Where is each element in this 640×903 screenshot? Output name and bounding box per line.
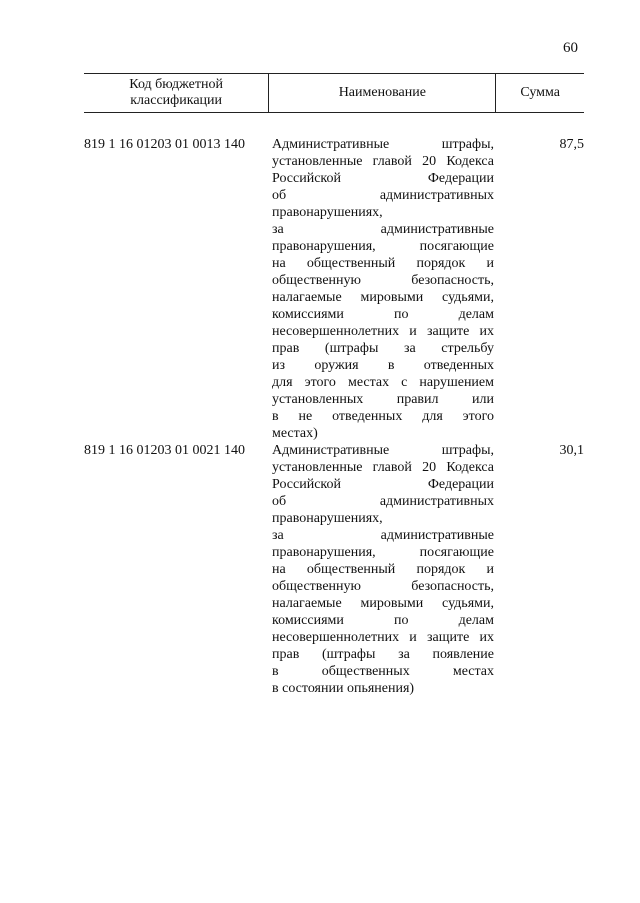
item-name-line: комиссиями по делам [272, 613, 494, 628]
item-sum: 87,5 [559, 137, 584, 152]
item-name-line: об административных [272, 494, 494, 509]
item-name-line: Российской Федерации [272, 477, 494, 492]
item-name-line: на общественный порядок и [272, 256, 494, 271]
item-name-line: об административных [272, 188, 494, 203]
item-name-line: налагаемые мировыми судьями, [272, 596, 494, 611]
item-name-line: общественную безопасность, [272, 579, 494, 594]
item-name-line: правонарушения, посягающие [272, 239, 494, 254]
item-name-line: на общественный порядок и [272, 562, 494, 577]
item-name-line: для этого местах с нарушением [272, 375, 494, 390]
header-name-column: Наименование [269, 74, 496, 112]
item-name-line: в общественных местах [272, 664, 494, 679]
item-name-line: установленные главой 20 Кодекса [272, 154, 494, 169]
item-name-line: в не отведенных для этого [272, 409, 494, 424]
item-name-line: местах) [272, 426, 318, 441]
item-name-line: за административные [272, 528, 494, 543]
item-name-line: Административные штрафы, [272, 137, 494, 152]
budget-code: 819 1 16 01203 01 0013 140 [84, 137, 245, 152]
table-row [84, 136, 584, 442]
item-name-line: из оружия в отведенных [272, 358, 494, 373]
header-code-column: Код бюджетной классификации [84, 74, 269, 112]
item-name-line: Российской Федерации [272, 171, 494, 186]
item-name-line: правонарушениях, [272, 511, 383, 526]
item-name-line: общественную безопасность, [272, 273, 494, 288]
item-name-line: за административные [272, 222, 494, 237]
table-row [84, 442, 584, 697]
item-name-line: прав (штрафы за появление [272, 647, 494, 662]
item-name [272, 136, 494, 442]
item-name-line: установленных правил или [272, 392, 494, 407]
budget-code: 819 1 16 01203 01 0021 140 [84, 443, 245, 458]
item-sum: 30,1 [559, 443, 584, 458]
item-name [272, 442, 494, 697]
header-sum-column: Сумма [520, 85, 560, 100]
page-number: 60 [563, 40, 578, 56]
item-name-line: правонарушениях, [272, 205, 383, 220]
item-name-line: в состоянии опьянения) [272, 681, 415, 696]
item-name-line: правонарушения, посягающие [272, 545, 494, 560]
item-name-line: прав (штрафы за стрельбу [272, 341, 494, 356]
table-body [84, 136, 584, 697]
item-name-line: комиссиями по делам [272, 307, 494, 322]
item-name-line: установленные главой 20 Кодекса [272, 460, 494, 475]
table-header [84, 73, 584, 113]
item-name-line: налагаемые мировыми судьями, [272, 290, 494, 305]
item-name-line: несовершеннолетних и защите их [272, 630, 494, 645]
item-name-line: Административные штрафы, [272, 443, 494, 458]
item-name-line: несовершеннолетних и защите их [272, 324, 494, 339]
